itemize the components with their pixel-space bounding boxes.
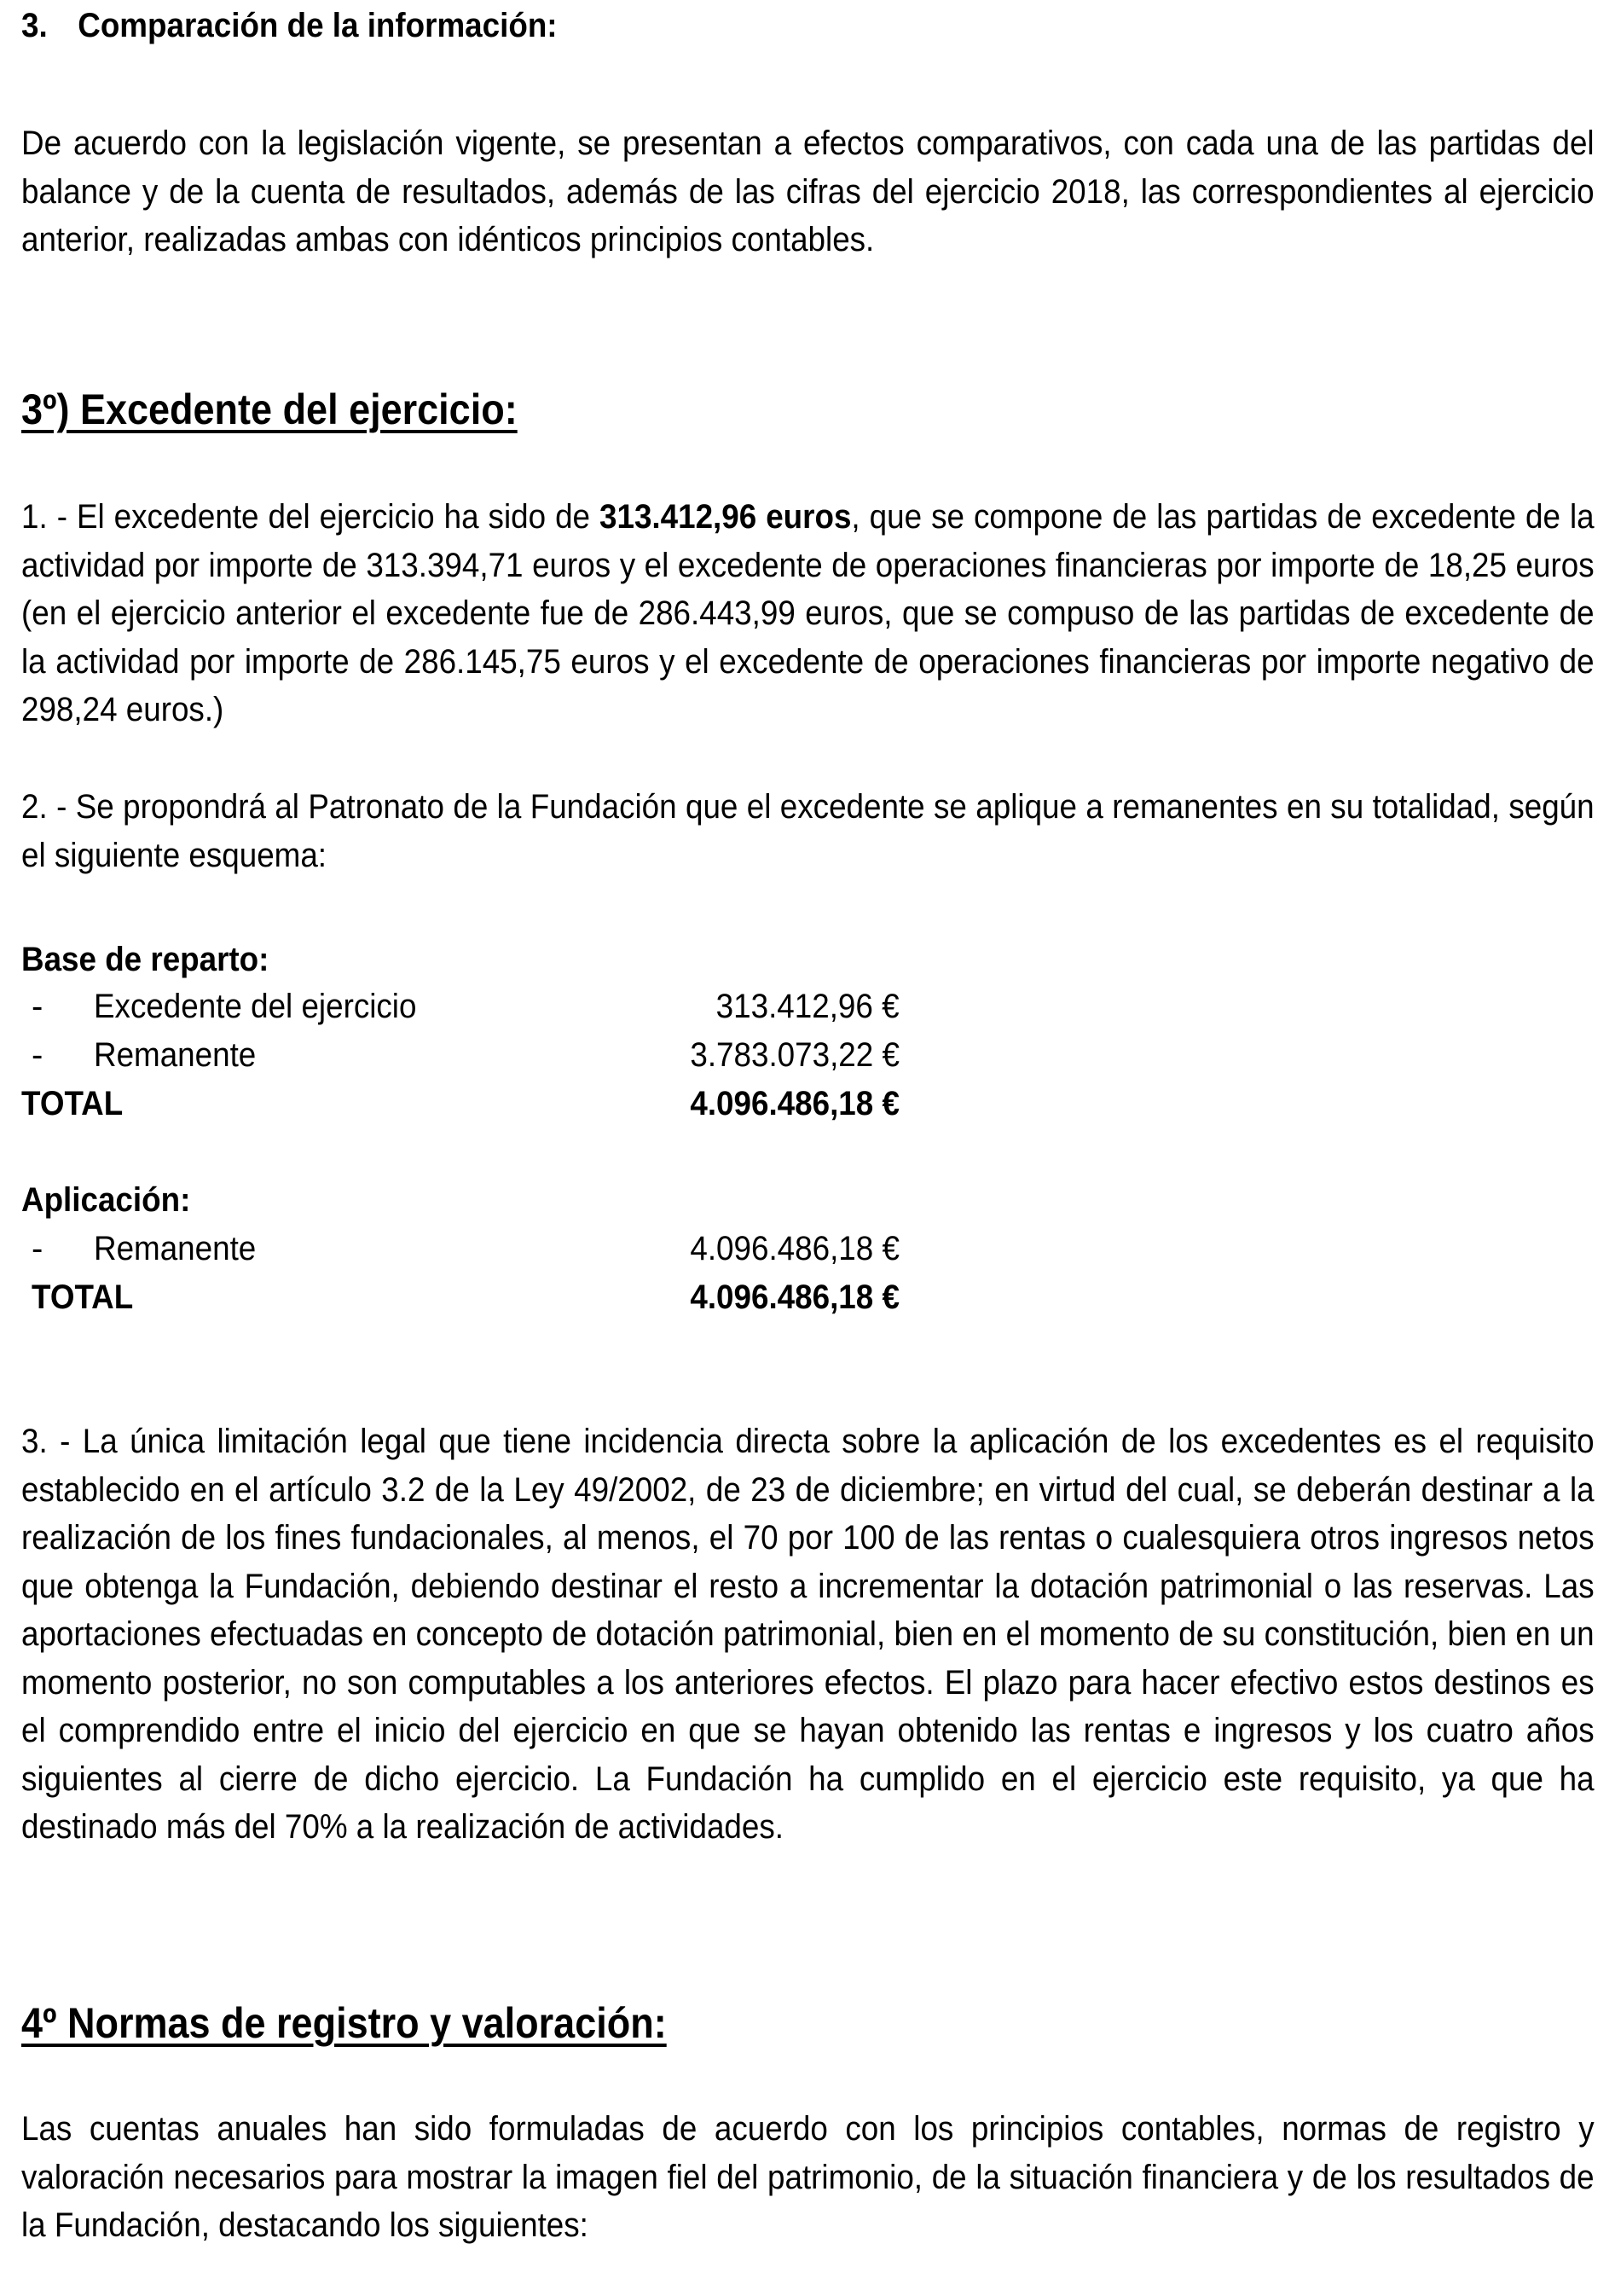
row-amount: 313.412,96 € bbox=[716, 988, 900, 1025]
base-row-remanente bbox=[21, 1031, 959, 1079]
row-dash: - bbox=[32, 988, 43, 1025]
base-row-excedente bbox=[21, 983, 959, 1030]
row-name: Remanente bbox=[94, 1036, 257, 1074]
row-dash: - bbox=[32, 1230, 43, 1267]
row-name: Remanente bbox=[94, 1230, 257, 1267]
aplicacion-label: Aplicación: bbox=[21, 1181, 191, 1219]
row-dash: - bbox=[32, 1036, 43, 1074]
aplicacion-total-row bbox=[21, 1273, 959, 1321]
section-number: 3. bbox=[21, 7, 48, 44]
p1-bold-amount: 313.412,96 euros bbox=[599, 498, 852, 536]
p1-suffix: , que se compone de las partidas de excedente de la actividad por importe de 313.394,71 euros y el excedente de operaciones financieras por importe de 18,25 euros (en el ejercicio anterior el excedente fue de 286.443,99 euros, que se compuso de las partidas de excedente de la actividad por importe de 286.145,75 euros y el excedente de operaciones financieras por importe negativo de 298,24 euros.) bbox=[21, 498, 1595, 728]
paragraph-normas: Las cuentas anuales han sido formuladas de acuerdo con los principios contables, normas de registro y valoración necesarios para mostrar la imagen fiel del patrimonio, de la situación financiera y de los resultados de la Fundación, destacando los siguientes: bbox=[21, 2110, 1595, 2244]
heading-excedente: 3º) Excedente del ejercicio: bbox=[21, 386, 518, 433]
total-amount: 4.096.486,18 € bbox=[690, 1278, 900, 1316]
paragraph-comparacion: De acuerdo con la legislación vigente, se presentan a efectos comparativos, con cada una de las partidas del balance y de la cuenta de resultados, además de las cifras del ejercicio 2018, las correspondientes al ejercicio anterior, realizadas ambas con idénticos principios contables. bbox=[21, 125, 1595, 258]
aplicacion-row-remanente bbox=[21, 1225, 959, 1273]
row-amount: 3.783.073,22 € bbox=[690, 1036, 900, 1074]
paragraph-excedente-3: 3. - La única limitación legal que tiene incidencia directa sobre la aplicación de los excedentes es el requisito establecido en el artículo 3.2 de la Ley 49/2002, de 23 de diciembre; en virtud del cual, se deberán destinar a la realización de los fines fundacionales, al menos, el 70 por 100 de las rentas o cualesquiera otros ingresos netos que obtenga la Fundación, debiendo destinar el resto a incrementar la dotación patrimonial o las reservas. Las aportaciones efectuadas en concepto de dotación patrimonial, bien en el momento de su constitución, bien en un momento posterior, no son computables a los anteriores efectos. El plazo para hacer efectivo estos destinos es el comprendido entre el inicio del ejercicio en que se hayan obtenido las rentas e ingresos y los cuatro años siguientes al cierre de dicho ejercicio. La Fundación ha cumplido en el ejercicio este requisito, ya que ha destinado más del 70% a la realización de actividades. bbox=[21, 1423, 1595, 1846]
section-title-comparacion bbox=[21, 2, 1468, 49]
paragraph-excedente-1 bbox=[21, 493, 1595, 734]
base-reparto-label: Base de reparto: bbox=[21, 941, 269, 978]
section-title-text: Comparación de la información: bbox=[78, 7, 558, 44]
base-total-row bbox=[21, 1080, 959, 1128]
paragraph-excedente-2: 2. - Se propondrá al Patronato de la Fundación que el excedente se aplique a remanentes en su totalidad, según el siguiente esquema: bbox=[21, 788, 1595, 874]
row-amount: 4.096.486,18 € bbox=[690, 1230, 900, 1267]
total-label: TOTAL bbox=[32, 1278, 134, 1316]
row-name: Excedente del ejercicio bbox=[94, 988, 417, 1025]
total-amount: 4.096.486,18 € bbox=[690, 1085, 900, 1122]
heading-normas: 4º Normas de registro y valoración: bbox=[21, 1999, 667, 2047]
total-label: TOTAL bbox=[21, 1085, 124, 1122]
p1-prefix: 1. - El excedente del ejercicio ha sido de bbox=[21, 498, 600, 536]
